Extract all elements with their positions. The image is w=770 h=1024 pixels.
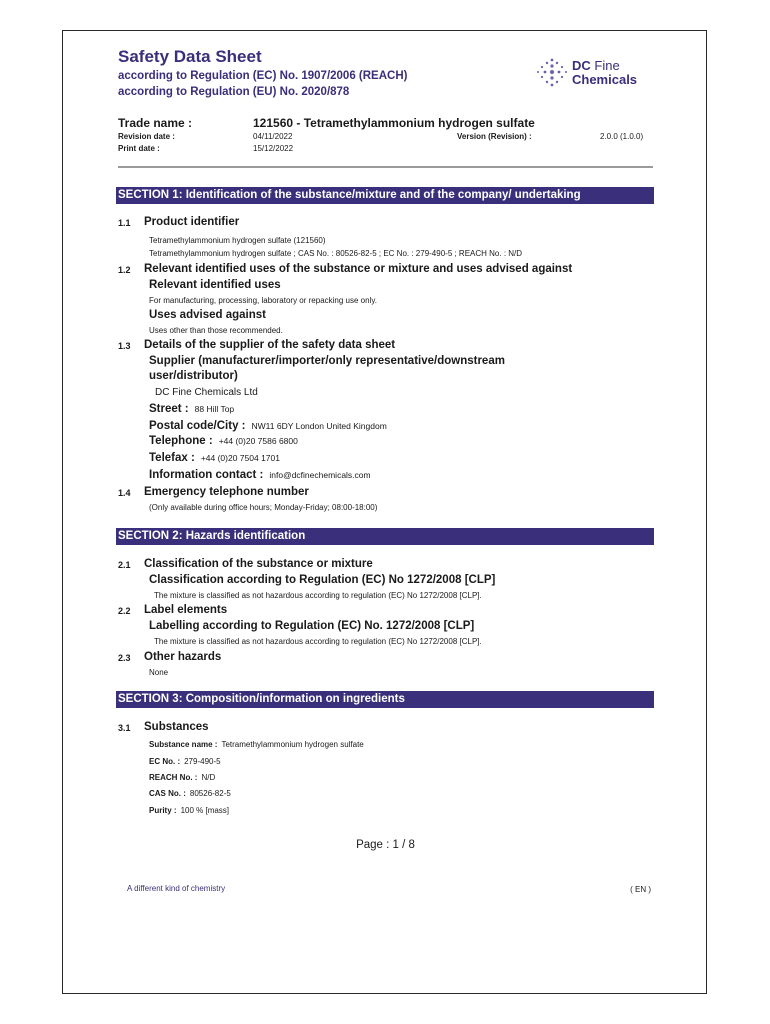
section-2-3-number: 2.3: [118, 653, 131, 663]
reach-number-label: REACH No. :: [149, 773, 198, 782]
page-number: Page : 1 / 8: [356, 839, 415, 851]
relevant-uses-text: For manufacturing, processing, laboratory or repacking use only.: [149, 296, 377, 305]
section-2-header: SECTION 2: Hazards identification: [116, 528, 654, 545]
substance-name-value: Tetramethylammonium hydrogen sulfate: [221, 740, 364, 749]
labelling-heading: Labelling according to Regulation (EC) No. 1272/2008 [CLP]: [149, 620, 475, 632]
reach-number-value: N/D: [201, 773, 216, 782]
substance-name-label: Substance name :: [149, 740, 218, 749]
telephone-value: +44 (0)20 7586 6800: [218, 436, 298, 446]
product-identifiers-line: Tetramethylammonium hydrogen sulfate ; CAS No. : 80526-82-5 ; EC No. : 279-490-5 ; REACH No. : N/D: [149, 249, 523, 258]
revision-date-value: 04/11/2022: [253, 132, 293, 141]
footer-tagline: A different kind of chemistry: [127, 884, 226, 893]
revision-date-label: Revision date :: [118, 132, 175, 141]
postal-value: NW11 6DY London United Kingdom: [251, 421, 387, 431]
street-row: [149, 403, 234, 415]
supplier-heading-line-2: user/distributor): [149, 370, 238, 382]
info-contact-label: Information contact :: [149, 469, 264, 481]
postal-label: Postal code/City :: [149, 420, 246, 432]
relevant-uses-heading: Relevant identified uses: [149, 279, 281, 291]
section-2-1-title: Classification of the substance or mixture: [144, 558, 373, 570]
substance-name-row: [149, 740, 364, 749]
purity-label: Purity :: [149, 806, 177, 815]
ec-number-label: EC No. :: [149, 757, 181, 766]
section-3-1-number: 3.1: [118, 723, 131, 733]
uses-advised-against-text: Uses other than those recommended.: [149, 326, 283, 335]
trade-name-value: 121560 - Tetramethylammonium hydrogen sulfate: [253, 116, 535, 130]
cas-number-value: 80526-82-5: [189, 789, 231, 798]
regulation-line-2: according to Regulation (EU) No. 2020/878: [118, 86, 350, 98]
telephone-row: [149, 435, 298, 447]
product-name-line: Tetramethylammonium hydrogen sulfate (121560): [149, 236, 326, 245]
print-date-value: 15/12/2022: [253, 144, 294, 153]
document-title: Safety Data Sheet: [118, 47, 262, 66]
section-2-2-title: Label elements: [144, 604, 228, 616]
trade-name-label: Trade name :: [118, 116, 193, 130]
supplier-heading-line-1: Supplier (manufacturer/importer/only representative/downstream: [149, 355, 505, 367]
purity-row: [149, 806, 229, 815]
telefax-value: +44 (0)20 7504 1701: [200, 453, 280, 463]
section-3-header: SECTION 3: Composition/information on ingredients: [116, 691, 654, 708]
other-hazards-text: None: [149, 668, 169, 677]
section-1-3-number: 1.3: [118, 341, 131, 351]
street-label: Street :: [149, 403, 189, 415]
logo-text-dc: DC: [572, 58, 591, 73]
labelling-text: The mixture is classified as not hazardous according to regulation (EC) No 1272/2008 [CLP].: [154, 637, 482, 646]
header-divider: [118, 166, 653, 168]
section-1-3-title: Details of the supplier of the safety data sheet: [144, 339, 396, 351]
section-2-2-number: 2.2: [118, 606, 131, 616]
section-1-1-number: 1.1: [118, 218, 131, 228]
cas-number-row: [149, 789, 231, 798]
emergency-hours-text: (Only available during office hours; Monday-Friday; 08:00-18:00): [149, 503, 378, 512]
reach-number-row: [149, 773, 215, 782]
version-label: Version (Revision) :: [457, 132, 532, 141]
supplier-name: DC Fine Chemicals Ltd: [155, 387, 258, 398]
postal-row: [149, 420, 387, 432]
classification-text: The mixture is classified as not hazardous according to regulation (EC) No 1272/2008 [CLP].: [154, 591, 482, 600]
ec-number-row: [149, 757, 221, 766]
ec-number-value: 279-490-5: [184, 757, 221, 766]
section-2-3-title: Other hazards: [144, 651, 222, 663]
section-1-2-number: 1.2: [118, 265, 131, 275]
section-2-1-number: 2.1: [118, 560, 131, 570]
cas-number-label: CAS No. :: [149, 789, 186, 798]
telefax-label: Telefax :: [149, 452, 195, 464]
section-1-header: SECTION 1: Identification of the substance/mixture and of the company/ undertaking: [116, 187, 654, 204]
section-1-2-title: Relevant identified uses of the substance or mixture and uses advised against: [144, 263, 573, 275]
version-value: 2.0.0 (1.0.0): [600, 132, 644, 141]
print-date-label: Print date :: [118, 144, 160, 153]
street-value: 88 Hill Top: [194, 404, 235, 414]
logo-text-chemicals: Chemicals: [572, 72, 638, 87]
info-contact-row: [149, 469, 371, 481]
section-3-1-title: Substances: [144, 721, 209, 733]
section-1-4-number: 1.4: [118, 488, 131, 498]
document-page: [62, 30, 707, 994]
uses-advised-against-heading: Uses advised against: [149, 309, 266, 321]
info-contact-value[interactable]: info@dcfinechemicals.com: [269, 470, 371, 480]
telefax-row: [149, 452, 280, 464]
dc-fine-chemicals-logo-icon: [535, 57, 569, 89]
purity-value: 100 % [mass]: [180, 806, 230, 815]
section-1-4-title: Emergency telephone number: [144, 486, 309, 498]
company-logo: [535, 57, 650, 89]
classification-heading: Classification according to Regulation (EC) No 1272/2008 [CLP]: [149, 574, 496, 586]
telephone-label: Telephone :: [149, 435, 213, 447]
footer-language: ( EN ): [630, 885, 651, 894]
logo-text-fine: Fine: [590, 58, 620, 73]
section-1-1-title: Product identifier: [144, 216, 240, 228]
regulation-line-1: according to Regulation (EC) No. 1907/2006 (REACH): [118, 70, 408, 82]
